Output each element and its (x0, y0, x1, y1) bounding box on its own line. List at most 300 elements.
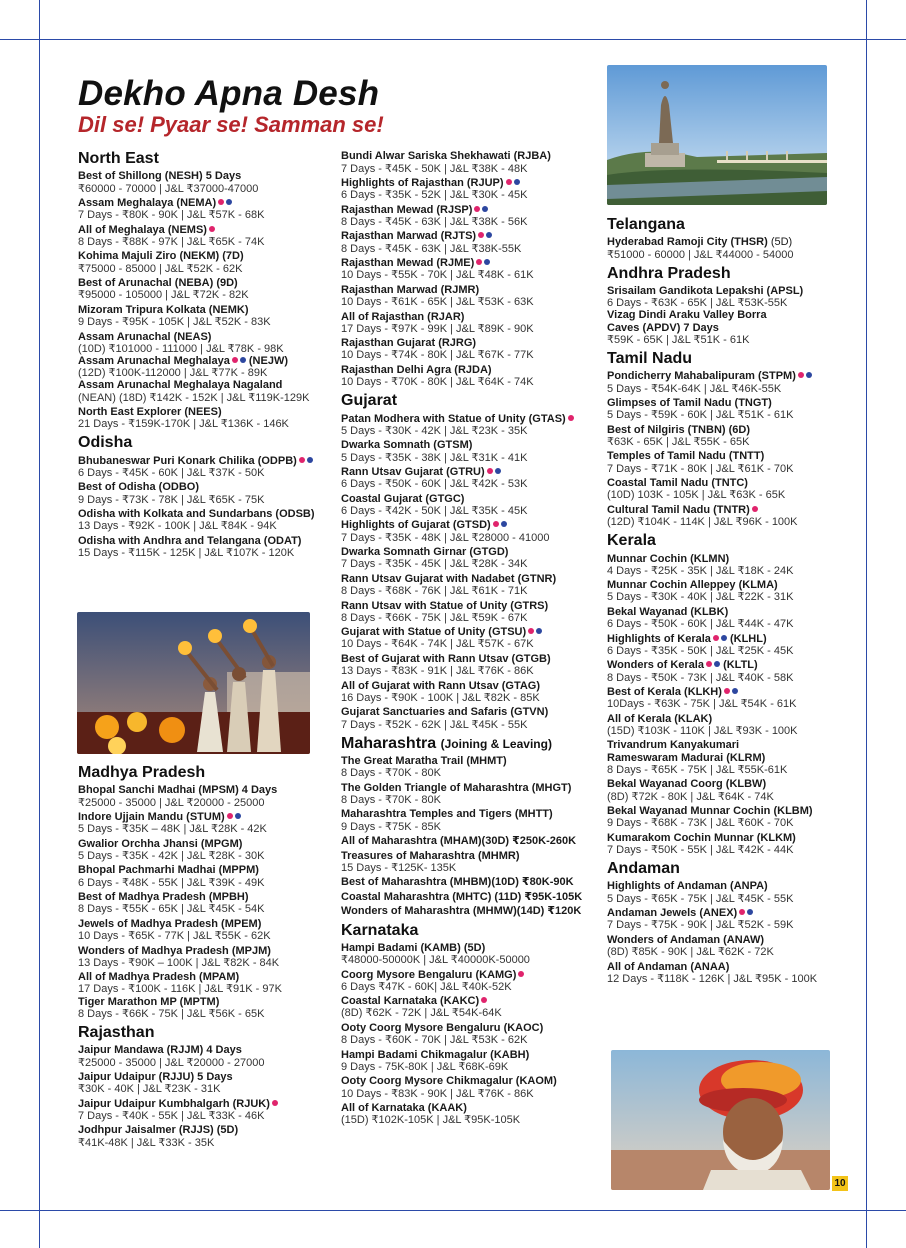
tour-price: 8 Days - ₹88K - 97K | J&L ₹65K - 74K (78, 235, 265, 248)
pink-dot-icon (518, 971, 524, 977)
tour-title: All of Kerala (KLAK) (607, 712, 713, 725)
tour-item (341, 995, 601, 1019)
tour-item (341, 204, 601, 228)
tour-title: Rajasthan Marwad (RJTS) (341, 230, 477, 243)
tour-price: (8D) ₹72K - 80K | J&L ₹64K - 74K (607, 790, 774, 803)
tour-name (341, 177, 601, 189)
pink-dot-icon (713, 635, 719, 641)
tour-price: 5 Days - ₹65K - 75K | J&L ₹45K - 55K (607, 892, 794, 905)
tour-name (607, 553, 837, 565)
tour-name (341, 876, 601, 888)
tour-item (78, 455, 336, 479)
tour-price: 8 Days - ₹70K - 80K (341, 767, 441, 780)
tour-title: Bhopal Pachmarhi Madhai (MPPM) (78, 864, 259, 877)
tour-name (607, 450, 837, 462)
tour-title: Rajasthan Mewad (RJSP) (341, 203, 473, 216)
tour-price: 6 Days - ₹48K - 55K | J&L ₹39K - 49K (78, 876, 265, 889)
tour-item (341, 600, 601, 624)
column-1 (78, 150, 336, 559)
tour-item (341, 177, 601, 201)
tour-price: 17 Days - ₹97K - 99K | J&L ₹89K - 90K (341, 322, 534, 335)
tour-item (341, 876, 601, 888)
tour-price: ₹75000 - 85000 | J&L ₹52K - 62K (78, 262, 243, 275)
tour-price: 8 Days - ₹45K - 63K | J&L ₹38K-55K (341, 242, 522, 255)
tour-name (607, 633, 837, 645)
tour-price: 5 Days - ₹54K-64K | J&L ₹46K-55K (607, 382, 782, 395)
tour-price: 7 Days - ₹71K - 80K | J&L ₹61K - 70K (607, 462, 794, 475)
tour-title: Best of Arunachal (NEBA) (9D) (78, 277, 238, 290)
tour-name (341, 311, 601, 323)
tour-item (607, 752, 837, 776)
tour-item (341, 850, 601, 874)
tour-name (341, 969, 601, 981)
frame-line-top (0, 39, 906, 40)
tour-title: All of Gujarat with Rann Utsav (GTAG) (341, 679, 541, 692)
tour-name (78, 197, 336, 209)
blue-dot-icon (495, 468, 501, 474)
pink-dot-icon (478, 232, 484, 238)
tour-item (341, 1022, 601, 1046)
tour-title: Trivandrum Kanyakumari (607, 739, 740, 752)
tour-title: Treasures of Maharashtra (MHMR) (341, 849, 520, 862)
tour-name (607, 236, 837, 248)
tour-name (78, 406, 336, 418)
tour-price: 8 Days - ₹65K - 75K | J&L ₹55K-61K (607, 763, 788, 776)
tour-name (607, 934, 837, 946)
tour-price: 15 Days - ₹115K - 125K | J&L ₹107K - 120K (78, 547, 295, 560)
tour-title: Mizoram Tripura Kolkata (NEMK) (78, 303, 249, 316)
tour-name (607, 477, 837, 489)
tour-item (607, 633, 837, 657)
blue-dot-icon (714, 661, 720, 667)
tour-title: Highlights of Kerala (607, 632, 711, 645)
tour-item (607, 397, 837, 421)
tour-price: 7 Days - ₹52K - 62K | J&L ₹45K - 55K (341, 718, 528, 731)
region-heading (607, 350, 837, 368)
tour-name (341, 284, 601, 296)
tour-item (607, 832, 837, 856)
tour-name (78, 455, 336, 467)
tour-price: 10 Days - ₹64K - 74K | J&L ₹57K - 67K (341, 638, 534, 651)
tour-price: ₹41K-48K | J&L ₹33K - 35K (78, 1136, 215, 1149)
tour-name (78, 355, 336, 367)
tour-price: 7 Days - ₹40K - 55K | J&L ₹33K - 46K (78, 1109, 265, 1122)
tour-name (607, 686, 837, 698)
tour-price: (15D) ₹102K-105K | J&L ₹95K-105K (341, 1114, 521, 1127)
tour-item (78, 406, 336, 430)
tour-name (341, 905, 601, 917)
tour-title: Highlights of Gujarat (GTSD) (341, 519, 491, 532)
tour-name (341, 519, 601, 531)
tour-item (341, 891, 601, 903)
tour-title: Tiger Marathon MP (MPTM) (78, 995, 220, 1008)
pink-dot-icon (506, 179, 512, 185)
tour-item (78, 197, 336, 221)
tour-item (341, 1075, 601, 1099)
tour-title: Rajasthan Gujarat (RJRG) (341, 337, 477, 350)
pink-dot-icon (739, 909, 745, 915)
tour-price: 5 Days - ₹35K - 42K | J&L ₹28K - 30K (78, 849, 265, 862)
tour-item (607, 504, 837, 528)
tour-name (341, 204, 601, 216)
tour-title: Assam Arunachal Meghalaya (78, 354, 230, 367)
tour-name (607, 424, 837, 436)
tour-price: 6 Days - ₹35K - 52K | J&L ₹30K - 45K (341, 189, 528, 202)
tour-title: Patan Modhera with Statue of Unity (GTAS) (341, 412, 566, 425)
tour-price: 8 Days - ₹55K - 65K | J&L ₹45K - 54K (78, 903, 265, 916)
tour-title: Best of Maharashtra (MHBM)(10D) ₹80K-90K (341, 876, 574, 889)
region-heading (78, 434, 336, 452)
tour-item (78, 891, 336, 915)
pink-dot-icon (487, 468, 493, 474)
tour-title: Odisha with Kolkata and Sundarbans (ODSB) (78, 508, 315, 521)
tour-title: Best of Kerala (KLKH) (607, 686, 722, 699)
tour-title: Maharashtra Temples and Tigers (MHTT) (341, 808, 553, 821)
tour-item (341, 337, 601, 361)
tour-title: Coastal Maharashtra (MHTC) (11D) ₹95K-105K (341, 890, 583, 903)
region-subnote: (Joining & Leaving) (440, 736, 552, 751)
tour-item (341, 653, 601, 677)
tour-item (78, 1124, 336, 1148)
blue-dot-icon (486, 232, 492, 238)
tour-item (341, 364, 601, 388)
tour-item (78, 355, 336, 379)
pink-dot-icon (232, 357, 238, 363)
tour-title: Bhubaneswar Puri Konark Chilika (ODPB) (78, 454, 297, 467)
tour-price: 6 Days - ₹50K - 60K | J&L ₹42K - 53K (341, 478, 528, 491)
tour-title: Pondicherry Mahabalipuram (STPM) (607, 370, 796, 383)
tour-item (78, 838, 336, 862)
tour-title: Cultural Tamil Nadu (TNTR) (607, 503, 750, 516)
tour-item (341, 284, 601, 308)
tour-name (341, 891, 601, 903)
tour-title: Bekal Wayanad Coorg (KLBW) (607, 778, 767, 791)
tour-name (341, 626, 601, 638)
tour-title: Coastal Tamil Nadu (TNTC) (607, 477, 748, 490)
column-3 (341, 148, 601, 1127)
tour-item (341, 230, 601, 254)
tour-title: Rajasthan Mewad (RJME) (341, 257, 475, 270)
tour-name (341, 573, 601, 585)
region-heading (607, 860, 837, 878)
tour-item (341, 782, 601, 806)
tour-price: ₹95000 - 105000 | J&L ₹72K - 82K (78, 289, 249, 302)
tour-title: Bekal Wayanad Munnar Cochin (KLBM) (607, 805, 813, 818)
tour-name (341, 413, 601, 425)
tour-item (78, 918, 336, 942)
region-heading (341, 392, 601, 410)
tour-price: 6 Days - ₹42K - 50K | J&L ₹35K - 45K (341, 504, 528, 517)
tour-name (607, 309, 837, 321)
tour-name (607, 752, 837, 764)
tour-item (341, 311, 601, 335)
tour-item (341, 413, 601, 437)
tour-title: Best of Shillong (NESH) 5 Days (78, 170, 242, 183)
tour-item (341, 1049, 601, 1073)
tour-item (607, 739, 837, 751)
tour-title: Odisha with Andhra and Telangana (ODAT) (78, 534, 302, 547)
tour-item (607, 477, 837, 501)
tour-title: Best of Odisha (ODBO) (78, 481, 200, 494)
tour-item (341, 969, 601, 993)
tour-title: Coastal Karnataka (KAKC) (341, 995, 480, 1008)
tour-name (607, 907, 837, 919)
tour-price: (12D) ₹100K-112000 | J&L ₹77K - 89K (78, 367, 268, 380)
tour-name (78, 891, 336, 903)
tour-title: Gwalior Orchha Jhansi (MPGM) (78, 837, 243, 850)
tour-item (607, 236, 837, 260)
tour-price: 7 Days - ₹80K - 90K | J&L ₹57K - 68K (78, 209, 265, 222)
tour-price: 5 Days - ₹59K - 60K | J&L ₹51K - 61K (607, 409, 794, 422)
blue-dot-icon (482, 206, 488, 212)
tour-title: All of Karnataka (KAAK) (341, 1102, 467, 1115)
tour-name (607, 504, 837, 516)
tour-name (341, 850, 601, 862)
tour-price: 5 Days - ₹30K - 42K | J&L ₹23K - 35K (341, 424, 528, 437)
tour-item (78, 331, 336, 355)
tour-price: 8 Days - ₹68K - 76K | J&L ₹61K - 71K (341, 585, 528, 598)
tour-title: Rajasthan Delhi Agra (RJDA) (341, 363, 492, 376)
blue-dot-icon (240, 357, 246, 363)
tour-name (607, 832, 837, 844)
tour-title: Rameswaram Madurai (KLRM) (607, 751, 766, 764)
page-subtitle: Dil se! Pyaar se! Samman se! (78, 112, 384, 137)
tour-name (78, 224, 336, 236)
tour-title: Gujarat with Statue of Unity (GTSU) (341, 626, 527, 639)
tour-price: 13 Days - ₹92K - 100K | J&L ₹84K - 94K (78, 520, 277, 533)
tour-title: All of Meghalaya (NEMS) (78, 223, 207, 236)
tour-title: Jewels of Madhya Pradesh (MPEM) (78, 917, 262, 930)
region-heading (341, 735, 601, 753)
tour-name (341, 466, 601, 478)
tour-price: (8D) ₹85K - 90K | J&L ₹62K - 72K (607, 946, 774, 959)
tour-price: 8 Days - ₹66K - 75K | J&L ₹59K - 67K (341, 611, 528, 624)
tour-price: ₹25000 - 35000 | J&L ₹20000 - 25000 (78, 796, 265, 809)
tour-name (78, 918, 336, 930)
tour-price: 10 Days - ₹70K - 80K | J&L ₹64K - 74K (341, 376, 534, 389)
tour-item (607, 686, 837, 710)
pink-dot-icon (798, 372, 804, 378)
tour-name (341, 546, 601, 558)
blue-dot-icon (536, 628, 542, 634)
tour-name (78, 811, 336, 823)
tour-item (607, 778, 837, 802)
column-2 (78, 764, 336, 1149)
tour-title: All of Madhya Pradesh (MPAM) (78, 971, 240, 984)
tour-code-note: (NEJW) (248, 354, 288, 367)
region-heading (78, 150, 336, 168)
tour-price: 9 Days - 75K-80K | J&L ₹68K-69K (341, 1060, 509, 1073)
page-number: 10 (832, 1176, 848, 1191)
tour-item (341, 755, 601, 779)
tour-item (341, 439, 601, 463)
region-heading (607, 265, 837, 283)
pink-dot-icon (227, 813, 233, 819)
tour-title: Dwarka Somnath Girnar (GTGD) (341, 546, 509, 559)
tour-name (341, 835, 601, 847)
tour-price: 6 Days - ₹50K - 60K | J&L ₹44K - 47K (607, 618, 794, 631)
tour-price: 9 Days - ₹95K - 105K | J&L ₹52K - 83K (78, 316, 271, 329)
tour-name (607, 322, 837, 334)
tour-item (607, 934, 837, 958)
pink-dot-icon (272, 1100, 278, 1106)
column-4 (607, 216, 837, 985)
tour-item (78, 996, 336, 1020)
tour-item (607, 880, 837, 904)
tour-item (78, 481, 336, 505)
tour-name (341, 706, 601, 718)
tour-name (341, 808, 601, 820)
tour-title: Coorg Mysore Bengaluru (KAMG) (341, 968, 517, 981)
blue-dot-icon (307, 457, 313, 463)
ganga-aarti-image (77, 612, 310, 754)
tour-price: (NEAN) (18D) ₹142K - 152K | J&L ₹119K-129K (78, 391, 310, 404)
tour-title: Rann Utsav Gujarat with Nadabet (GTNR) (341, 572, 557, 585)
tour-item (341, 835, 601, 847)
tour-name (78, 481, 336, 493)
rajasthani-man-image (611, 1050, 830, 1190)
tour-item (78, 784, 336, 808)
tour-title: Wonders of Kerala (607, 659, 704, 672)
tour-price: 12 Days - ₹118K - 126K | J&L ₹95K - 100K (607, 972, 818, 985)
tour-item (78, 379, 336, 403)
tour-name (341, 600, 601, 612)
tour-item (341, 573, 601, 597)
tour-name (78, 535, 336, 547)
tour-name (78, 508, 336, 520)
tour-title: The Great Maratha Trail (MHMT) (341, 755, 507, 768)
tour-price: ₹30K - 40K | J&L ₹23K - 31K (78, 1083, 221, 1096)
tour-title: Wonders of Madhya Pradesh (MPJM) (78, 944, 271, 957)
tour-name (78, 331, 336, 343)
tour-price: 10 Days - ₹74K - 80K | J&L ₹67K - 77K (341, 349, 534, 362)
tour-item (341, 808, 601, 832)
tour-item (341, 626, 601, 650)
tour-title: Highlights of Rajasthan (RJUP) (341, 177, 504, 189)
pink-dot-icon (474, 206, 480, 212)
tour-price: (15D) ₹103K - 110K | J&L ₹93K - 100K (607, 724, 798, 737)
tour-title: Kohima Majuli Ziro (NEKM) (7D) (78, 250, 244, 263)
tour-item (607, 424, 837, 448)
tour-name (78, 379, 336, 391)
tour-price: 5 Days - ₹35K - 38K | J&L ₹31K - 41K (341, 451, 528, 464)
region-name: Andaman (607, 860, 680, 878)
tour-title: Jodhpur Jaisalmer (RJJS) (5D) (78, 1124, 239, 1137)
blue-dot-icon (235, 813, 241, 819)
tour-name (607, 713, 837, 725)
blue-dot-icon (721, 635, 727, 641)
tour-name (78, 864, 336, 876)
tour-name (341, 680, 601, 692)
region-name: Telangana (607, 216, 685, 233)
tour-price: 15 Days - ₹125K- 135K (341, 861, 457, 874)
tour-title: Hampi Badami (KAMB) (5D) (341, 941, 486, 954)
tour-title: All of Maharashtra (MHAM)(30D) ₹250K-260K (341, 835, 577, 848)
tour-name (78, 838, 336, 850)
tour-title: Jaipur Udaipur Kumbhalgarh (RJUK) (78, 1097, 270, 1110)
region-name: Tamil Nadu (607, 350, 693, 368)
tour-item (341, 680, 601, 704)
region-heading (341, 922, 601, 940)
tour-title: Rann Utsav Gujarat (GTRU) (341, 466, 485, 479)
tour-name (607, 579, 837, 591)
tour-title: Dwarka Somnath (GTSM) (341, 439, 473, 452)
tour-title: Hyderabad Ramoji City (THSR) (607, 236, 768, 249)
pink-dot-icon (209, 226, 215, 232)
tour-price: ₹25000 - 35000 | J&L ₹20000 - 27000 (78, 1056, 265, 1069)
tour-title: Best of Gujarat with Rann Utsav (GTGB) (341, 652, 551, 665)
tour-title: Bhopal Sanchi Madhai (MPSM) 4 Days (78, 784, 278, 797)
tour-title: Best of Madhya Pradesh (MPBH) (78, 891, 249, 904)
tour-name (78, 1098, 336, 1110)
tour-name (78, 170, 336, 182)
tour-title: Assam Meghalaya (NEMA) (78, 197, 217, 209)
tour-item (341, 150, 601, 174)
tour-name (341, 257, 601, 269)
blue-dot-icon (747, 909, 753, 915)
tour-item (341, 1102, 601, 1126)
tour-item (607, 961, 837, 985)
tour-item (78, 250, 336, 274)
tour-name (607, 805, 837, 817)
tour-item (607, 309, 837, 321)
region-name: Gujarat (341, 392, 398, 410)
tour-name (341, 1102, 601, 1114)
tour-title: Hampi Badami Chikmagalur (KABH) (341, 1048, 530, 1061)
tour-title: Andaman Jewels (ANEX) (607, 907, 738, 920)
tour-name (607, 778, 837, 790)
tour-item (341, 493, 601, 517)
tour-title: Jaipur Udaipur (RJJU) 5 Days (78, 1071, 233, 1084)
tour-price: 4 Days - ₹25K - 35K | J&L ₹18K - 24K (607, 564, 794, 577)
tour-price: 7 Days - ₹75K - 90K | J&L ₹52K - 59K (607, 919, 794, 932)
tour-title: Rajasthan Marwad (RJMR) (341, 283, 480, 296)
tour-title: Glimpses of Tamil Nadu (TNGT) (607, 397, 772, 410)
tour-name (341, 1075, 601, 1087)
tour-title: Munnar Cochin (KLMN) (607, 552, 730, 565)
tour-title: Highlights of Andaman (ANPA) (607, 880, 768, 893)
tour-price: 6 Days - ₹45K - 60K | J&L ₹37K - 50K (78, 466, 265, 479)
tour-title: Bundi Alwar Sariska Shekhawati (RJBA) (341, 150, 551, 163)
tour-item (607, 322, 837, 346)
region-name: Odisha (78, 434, 133, 452)
tour-price: ₹63K - 65K | J&L ₹55K - 65K (607, 435, 750, 448)
tour-title: Coastal Gujarat (GTGC) (341, 492, 465, 505)
region-name: Maharashtra (341, 734, 437, 752)
tour-price: 9 Days - ₹73K - 78K | J&L ₹65K - 75K (78, 493, 265, 506)
tour-name (341, 337, 601, 349)
pink-dot-icon (493, 521, 499, 527)
region-name: Kerala (607, 532, 656, 550)
tour-name (78, 1044, 336, 1056)
tour-price: 8 Days - ₹45K - 63K | J&L ₹38K - 56K (341, 215, 528, 228)
tour-price: 9 Days - ₹68K - 73K | J&L ₹60K - 70K (607, 817, 794, 830)
tour-title: All of Rajasthan (RJAR) (341, 310, 465, 323)
tour-item (78, 277, 336, 301)
tour-name (78, 1071, 336, 1083)
tour-name (607, 285, 837, 297)
pink-dot-icon (528, 628, 534, 634)
tour-price: 8 Days - ₹50K - 73K | J&L ₹40K - 58K (607, 671, 794, 684)
tour-price: (8D) ₹62K - 72K | J&L ₹54K-64K (341, 1007, 502, 1020)
region-name: Andhra Pradesh (607, 264, 731, 282)
region-heading (607, 216, 837, 234)
tour-price: (12D) ₹104K - 114K | J&L ₹96K - 100K (607, 516, 798, 529)
region-name: Rajasthan (78, 1024, 155, 1042)
pink-dot-icon (218, 199, 224, 205)
region-heading (607, 532, 837, 550)
tour-item (607, 370, 837, 394)
